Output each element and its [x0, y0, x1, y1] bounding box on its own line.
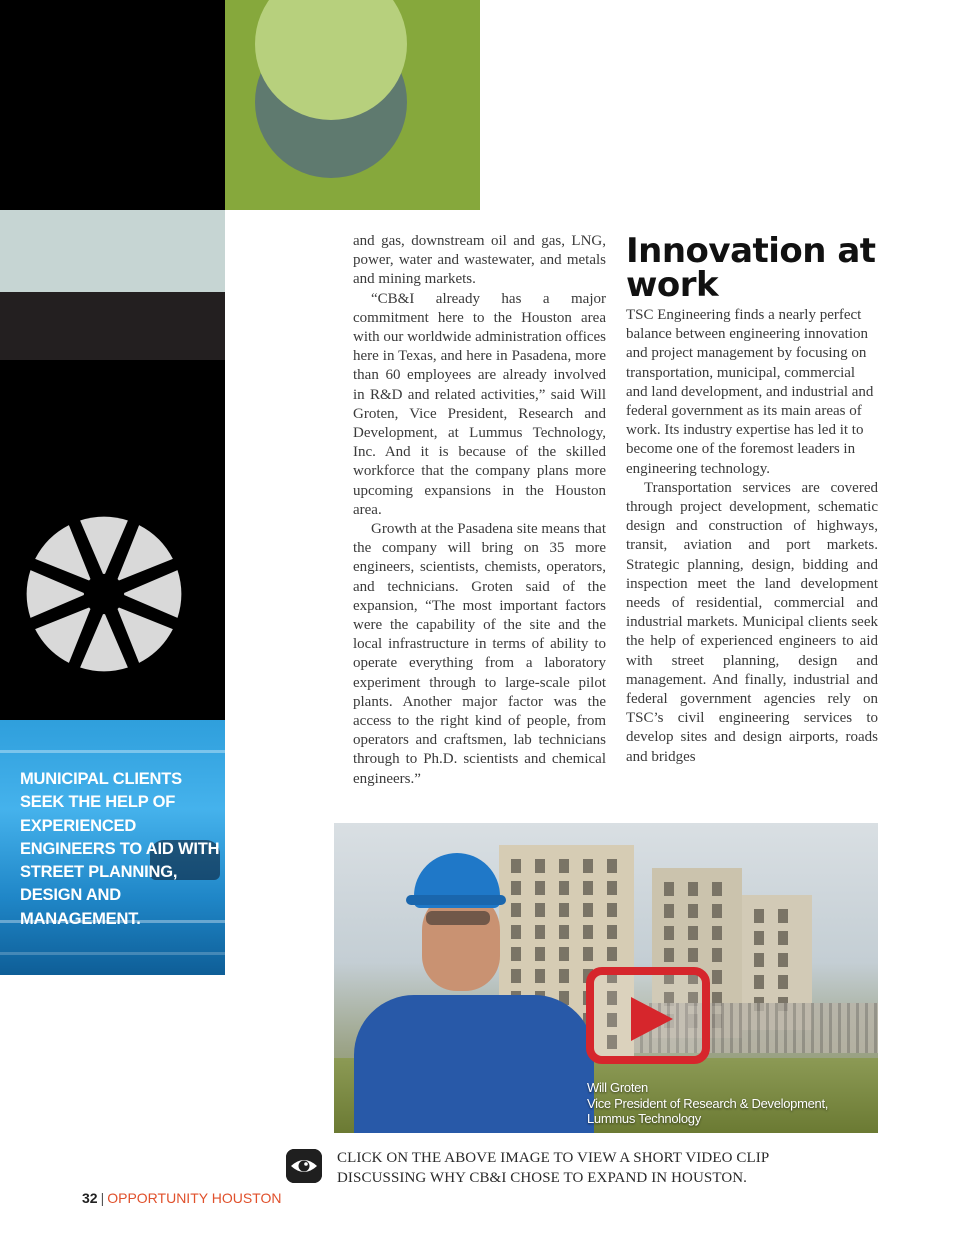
road-streak-decor: [0, 952, 225, 955]
building-window: [607, 881, 617, 895]
footer-separator: |: [100, 1190, 105, 1206]
wheel-segment: [27, 570, 84, 618]
building-window: [559, 947, 569, 961]
building-window: [712, 948, 722, 962]
building-window: [712, 926, 722, 940]
building-window: [754, 975, 764, 989]
building-window: [664, 926, 674, 940]
building-window: [688, 882, 698, 896]
building-window: [559, 881, 569, 895]
building-window: [778, 931, 788, 945]
sidebar-title: Innovation at work: [626, 231, 876, 305]
wheel-segment: [124, 570, 181, 618]
building-window: [607, 859, 617, 873]
sidebar-paragraph: TSC Engineering finds a nearly perfect balance between engineering innovation and project management by focusing on transportation, municipal, commercial and land development, and industrial and federal government as its main areas of work. Its industry expertise has led it to become one of the foremost leaders in engineering technology.: [626, 307, 874, 477]
caption-company: Lummus Technology: [587, 1111, 701, 1126]
building-window: [754, 953, 764, 967]
building-window: [607, 903, 617, 917]
dark-band-decor: [0, 292, 225, 360]
building-window: [535, 969, 545, 983]
pull-quote: MUNICIPAL CLIENTS SEEK THE HELP OF EXPERIENCED ENGINEERS TO AID WITH STREET PLANNING, DESIGN AND MANAGEMENT.: [20, 770, 220, 928]
green-decor-block: [225, 0, 480, 210]
wheel-segment: [118, 608, 173, 663]
photo-safety-glasses: [426, 911, 490, 925]
building-window: [607, 947, 617, 961]
article-paragraph: “CB&I already has a major commitment here to the Houston area with our worldwide administration offices here in Texas, and here in Pasadena, more than 60 employees are already involved in R&D and related activities,” said Will Groten, Vice President, Research and Development, at Lummus Technology, Inc. And it is because of the skilled workforce that the company plans more upcoming expansions in the Houston area.: [353, 290, 607, 518]
building-window: [754, 931, 764, 945]
building-window: [583, 903, 593, 917]
eye-icon[interactable]: [286, 1149, 322, 1183]
building-window: [607, 925, 617, 939]
building-window: [559, 859, 569, 873]
page-number: 32: [82, 1190, 98, 1206]
building-window: [511, 925, 521, 939]
caption-title: Vice President of Research & Development,: [587, 1095, 829, 1111]
building-window: [583, 925, 593, 939]
building-window: [535, 947, 545, 961]
wheel-segment: [80, 517, 128, 574]
building-window: [511, 947, 521, 961]
building-window: [712, 882, 722, 896]
building-window: [583, 947, 593, 961]
building-window: [511, 903, 521, 917]
building-window: [535, 881, 545, 895]
building-window: [559, 903, 569, 917]
wheel-segment: [35, 608, 90, 663]
play-button[interactable]: [586, 967, 710, 1064]
building-window: [712, 904, 722, 918]
building-window: [583, 859, 593, 873]
article-paragraph: Growth at the Pasadena site means that the company will bring on 35 more engineers, scientists, chemists, operators, and technicians. Groten said of the expansion, “The most important factors were the capability of the site and the local infrastructure in terms of ability to operate everything from a laboratory experiment through to large-scale pilot plants. Another major factor was the access to the right kind of people, from operators and craftsmen, lab technicians through to Ph.D. scientists and chemical engineers.”: [353, 521, 606, 787]
building-window: [778, 909, 788, 923]
photo-caption: [587, 1080, 877, 1127]
article-column: [353, 232, 606, 789]
building-window: [778, 975, 788, 989]
wheel-logo-icon: [20, 510, 188, 678]
building-window: [511, 969, 521, 983]
building-window: [511, 881, 521, 895]
building-window: [559, 925, 569, 939]
building-window: [535, 859, 545, 873]
building-window: [688, 904, 698, 918]
video-photo[interactable]: [334, 823, 878, 1133]
sidebar-paragraph: Transportation services are covered through project development, schematic design and construction of highways, transit, aviation and port markets. Strategic planning, design, bidding and inspection meet the land development needs of residential, commercial and industrial markets. Municipal clients seek the help of experienced engineers to aid with street planning, design and management. And finally, industrial and federal government agencies rely on TSC’s civil engineering services to develop sites and design airports, roads and bridges: [626, 479, 878, 765]
black-block-top: [0, 0, 225, 210]
caption-name: Will Groten: [587, 1080, 648, 1095]
play-icon: [631, 997, 673, 1041]
pull-quote-panel: [0, 720, 225, 975]
photo-hardhat-brim: [406, 895, 506, 905]
building-window: [664, 882, 674, 896]
wheel-segment: [35, 525, 90, 580]
gray-band-decor: [0, 210, 225, 292]
building-window: [535, 925, 545, 939]
page-footer: [82, 1190, 281, 1206]
wheel-segment: [118, 525, 173, 580]
sidebar-column: [626, 306, 878, 767]
building-window: [778, 953, 788, 967]
building-window: [664, 904, 674, 918]
wheel-segment: [80, 614, 128, 671]
video-link-text[interactable]: CLICK ON THE ABOVE IMAGE TO VIEW A SHORT VIDEO CLIP DISCUSSING WHY CB&I CHOSE TO EXPAND IN HOUSTON.: [337, 1150, 769, 1186]
building-window: [712, 970, 722, 984]
building-window: [583, 881, 593, 895]
building-window: [535, 903, 545, 917]
publication-name: OPPORTUNITY HOUSTON: [107, 1190, 282, 1206]
building-window: [754, 909, 764, 923]
road-streak-decor: [0, 750, 225, 753]
building-window: [664, 948, 674, 962]
building-window: [559, 969, 569, 983]
building-window: [688, 948, 698, 962]
photo-person-jacket: [354, 995, 594, 1133]
building-window: [688, 926, 698, 940]
building-window: [511, 859, 521, 873]
article-paragraph: and gas, downstream oil and gas, LNG, power, water and wastewater, and metals and mining markets.: [353, 233, 606, 288]
